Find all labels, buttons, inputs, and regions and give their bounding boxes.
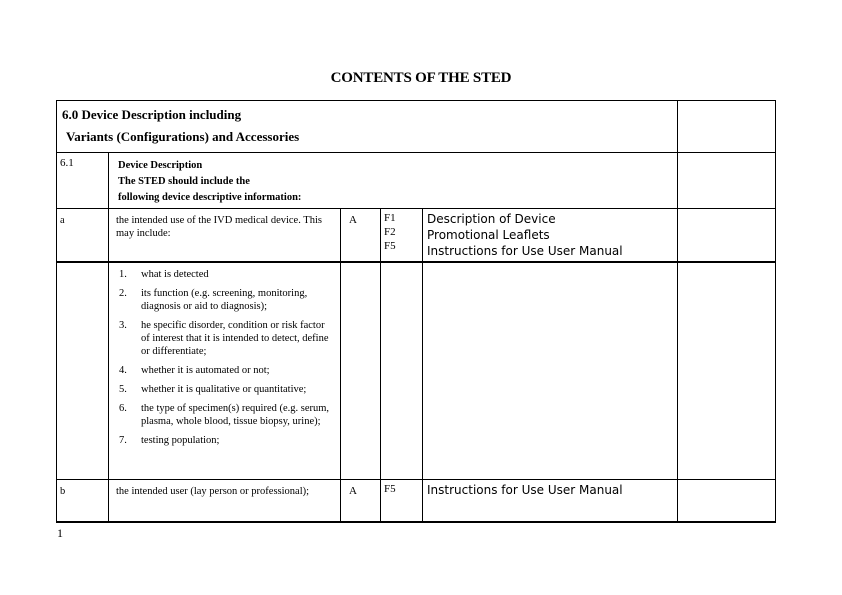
subsection-line1: Device Description xyxy=(118,160,203,171)
row-codes xyxy=(381,480,423,523)
list-row xyxy=(57,262,776,480)
section-header-empty-cell xyxy=(678,101,776,153)
row-index: a xyxy=(57,209,109,263)
numbered-list xyxy=(117,268,334,447)
page-number: 1 xyxy=(57,526,63,540)
row-codes xyxy=(381,209,423,263)
row-code: F5 xyxy=(384,483,396,495)
subsection-number: 6.1 xyxy=(57,153,109,209)
row-document: Description of Device xyxy=(427,212,556,226)
subsection-line3: following device descriptive information: xyxy=(118,192,302,203)
list-item: 5. whether it is qualitative or quantitative; xyxy=(119,384,307,395)
row-classification: A xyxy=(341,209,381,263)
row-document: Instructions for Use User Manual xyxy=(427,244,623,258)
list-item: 3. he specific disorder, condition or risk factor of interest that it is intended to detect, define or differentiate; xyxy=(119,320,329,357)
list-item: 7. testing population; xyxy=(119,435,220,446)
row-empty-cell xyxy=(678,209,776,263)
subsection-line2: The STED should include the xyxy=(118,176,250,187)
section-header-line2: Variants (Configurations) and Accessories xyxy=(66,129,300,144)
row-description: the intended user (lay person or professional); xyxy=(109,480,341,523)
sted-contents-table xyxy=(56,100,776,523)
row-documents xyxy=(423,480,678,523)
row-empty-cell xyxy=(678,480,776,523)
section-header-row xyxy=(57,101,776,153)
list-cell xyxy=(109,262,341,480)
row-document: Instructions for Use User Manual xyxy=(427,483,623,497)
section-header-cell xyxy=(57,101,678,153)
table-row xyxy=(57,209,776,263)
list-row-empty-cell xyxy=(423,262,678,480)
row-documents xyxy=(423,209,678,263)
row-index: b xyxy=(57,480,109,523)
table-row xyxy=(57,480,776,523)
row-code: F5 xyxy=(384,240,396,252)
list-item: 2. its function (e.g. screening, monitoring, diagnosis or aid to diagnosis); xyxy=(119,288,308,312)
row-code: F2 xyxy=(384,226,396,238)
section-header-line1: 6.0 Device Description including xyxy=(62,107,242,122)
row-code: F1 xyxy=(384,212,396,224)
subsection-text-cell xyxy=(109,153,678,209)
list-item: 1. what is detected xyxy=(119,269,209,280)
row-document: Promotional Leaflets xyxy=(427,228,550,242)
subsection-row xyxy=(57,153,776,209)
row-description: the intended use of the IVD medical device. This may include: xyxy=(109,209,341,263)
document-title: CONTENTS OF THE STED xyxy=(330,70,512,86)
subsection-empty-cell xyxy=(678,153,776,209)
list-row-empty-cell xyxy=(341,262,381,480)
list-row-empty-cell xyxy=(678,262,776,480)
row-classification: A xyxy=(341,480,381,523)
list-row-empty-cell xyxy=(381,262,423,480)
list-item: 6. the type of specimen(s) required (e.g. serum, plasma, whole blood, tissue biopsy, urine); xyxy=(119,403,330,427)
list-row-empty-index xyxy=(57,262,109,480)
list-item: 4. whether it is automated or not; xyxy=(119,365,270,376)
